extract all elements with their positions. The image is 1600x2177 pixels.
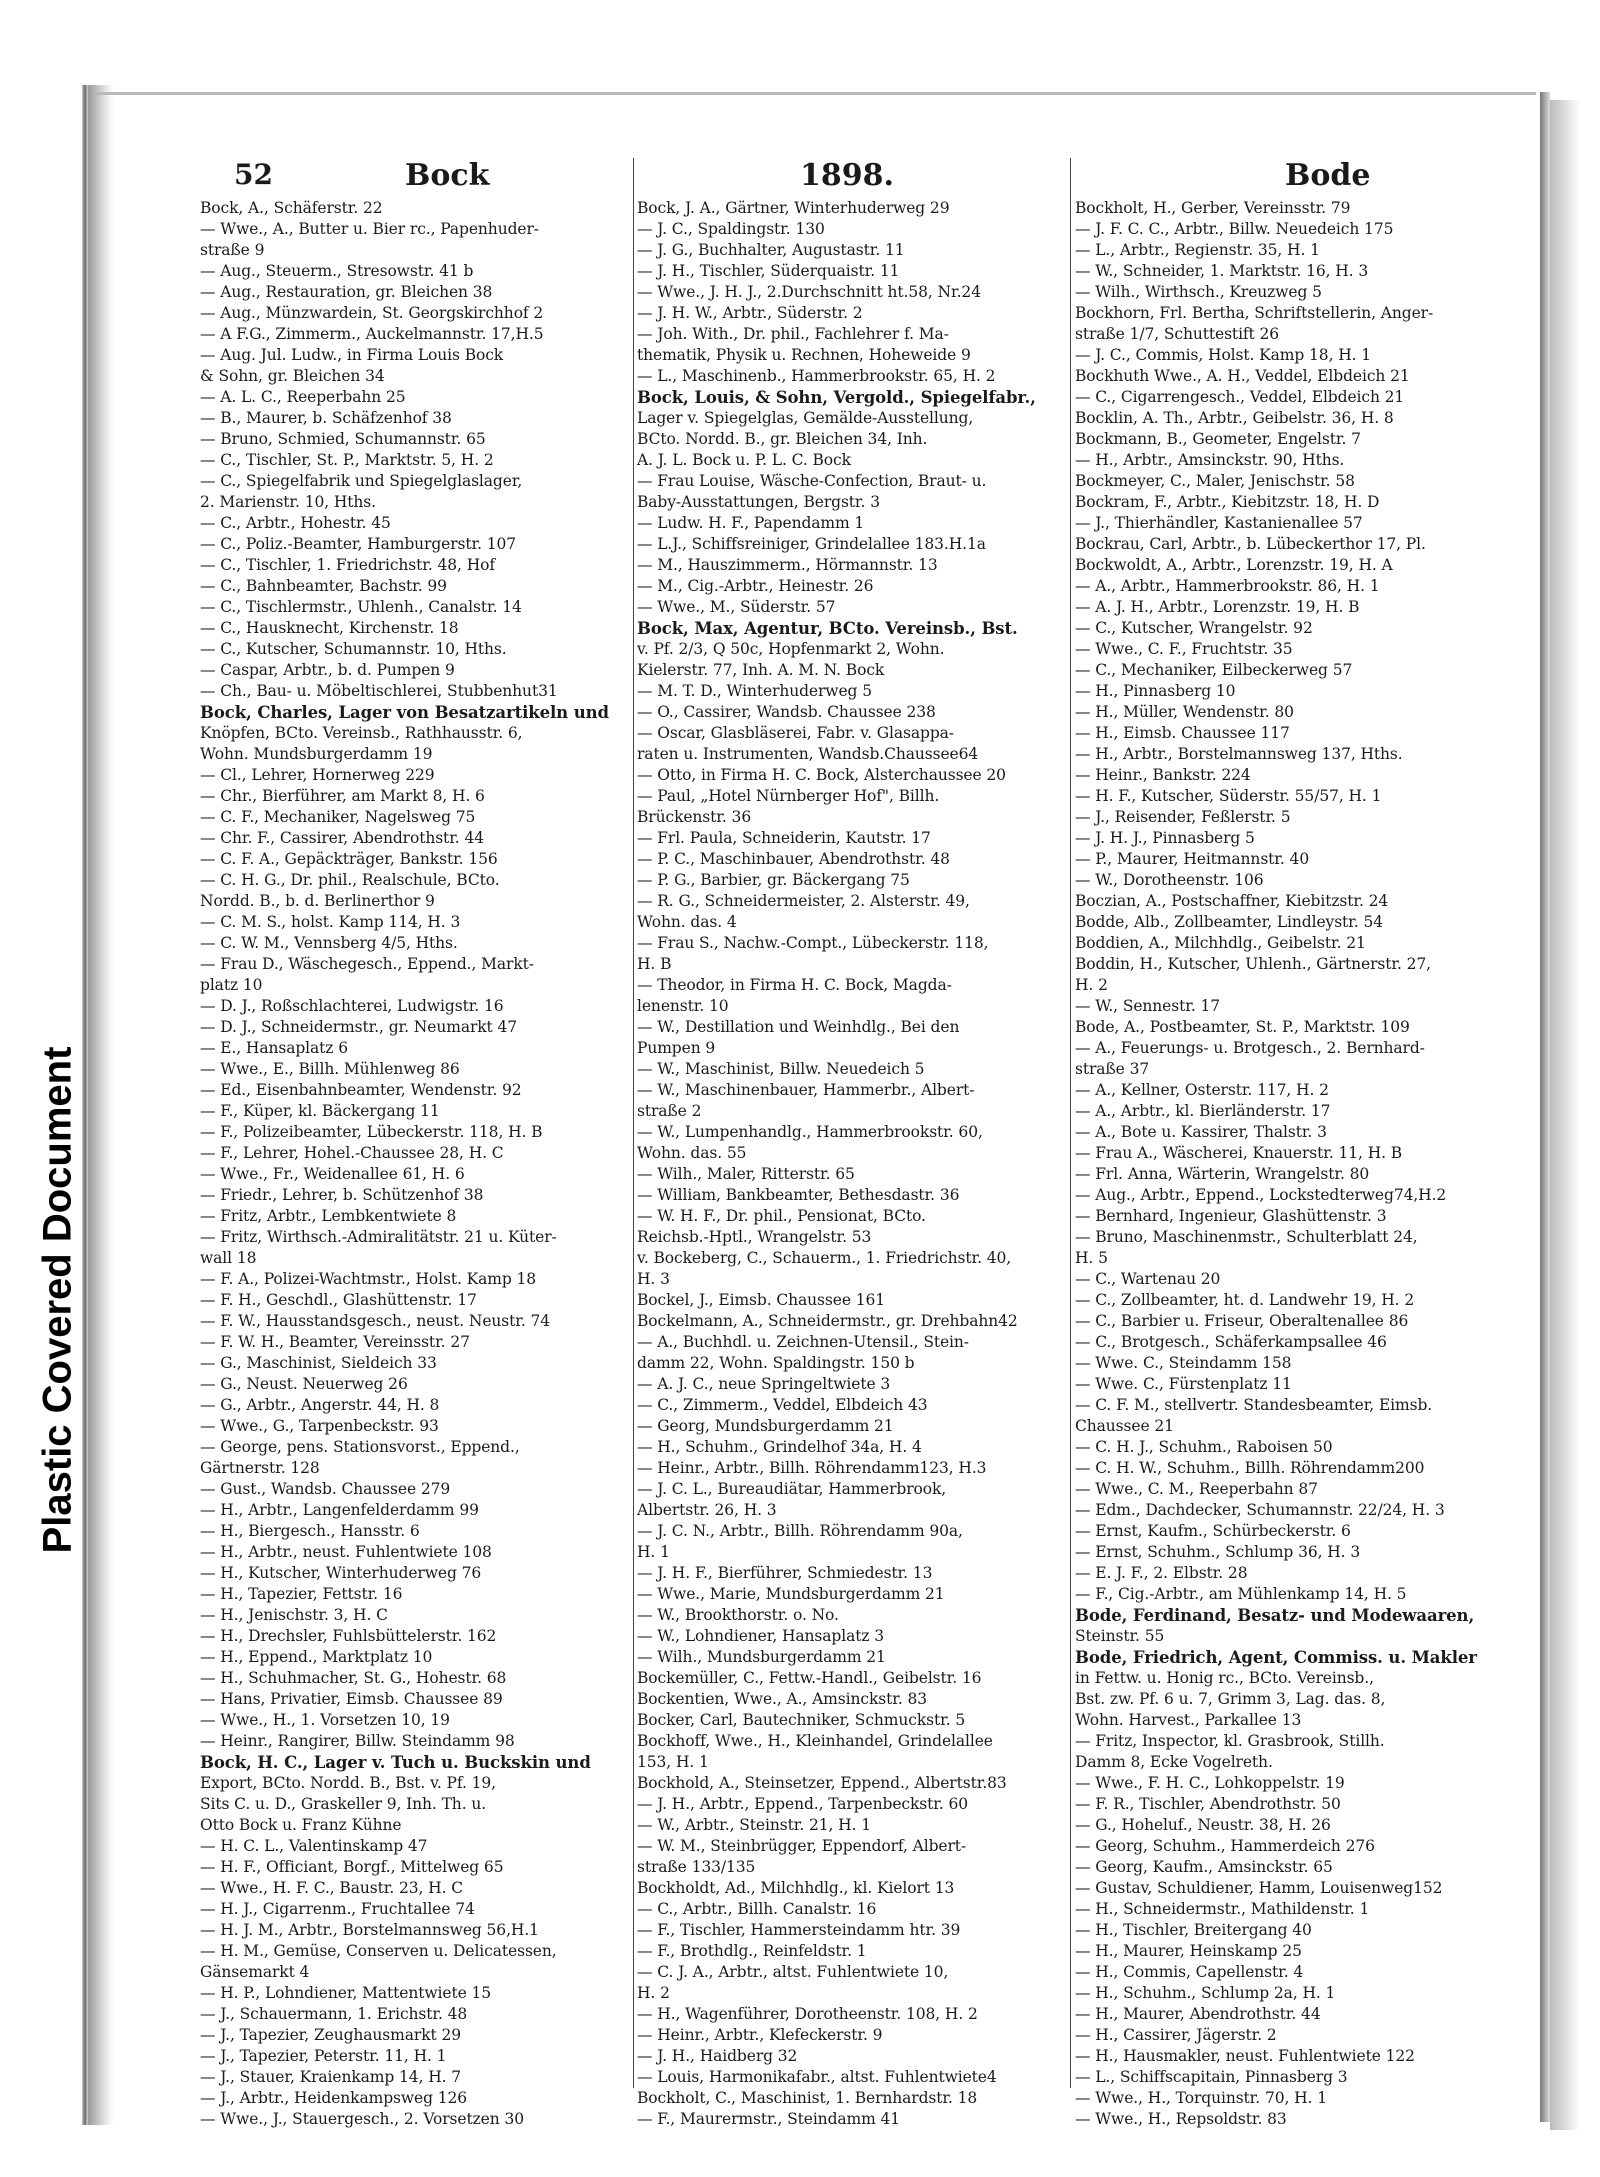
- directory-entry-line: — Gust., Wandsb. Chaussee 279: [200, 1480, 451, 1498]
- directory-entry-line: — J. C. L., Bureaudiätar, Hammerbrook,: [637, 1480, 947, 1498]
- directory-entry-line: — H., Biergesch., Hansstr. 6: [200, 1522, 420, 1540]
- directory-entry-line: — Friedr., Lehrer, b. Schützenhof 38: [200, 1186, 484, 1204]
- directory-entry-line: — F. R., Tischler, Abendrothstr. 50: [1075, 1795, 1341, 1813]
- directory-entry-line: — C., Tischler, 1. Friedrichstr. 48, Hof: [200, 556, 495, 574]
- directory-entry-line: — J., Schauermann, 1. Erichstr. 48: [200, 2005, 468, 2023]
- year-heading: 1898.: [800, 158, 894, 193]
- directory-entry-line: — Chr., Bierführer, am Markt 8, H. 6: [200, 787, 485, 805]
- directory-entry-line: — H., Drechsler, Fuhlsbüttelerstr. 162: [200, 1627, 497, 1645]
- directory-entry-line: — William, Bankbeamter, Bethesdastr. 36: [637, 1186, 960, 1204]
- directory-entry-line: Bockhoff, Wwe., H., Kleinhandel, Grindelallee: [637, 1732, 993, 1750]
- directory-entry-line: — Joh. With., Dr. phil., Fachlehrer f. Ma-: [637, 325, 949, 343]
- directory-entry-line: — R. G., Schneidermeister, 2. Alsterstr. 49,: [637, 892, 970, 910]
- directory-entry-line: Bockentien, Wwe., A., Amsinckstr. 83: [637, 1690, 927, 1708]
- directory-entry-line: — H., Jenischstr. 3, H. C: [200, 1606, 388, 1624]
- directory-entry-line: straße 133/135: [637, 1858, 756, 1876]
- directory-entry-line: — Ch., Bau- u. Möbeltischlerei, Stubbenhut31: [200, 682, 558, 700]
- directory-column-3: [1075, 198, 1540, 2128]
- directory-entry-line: — H., Eppend., Marktplatz 10: [200, 1648, 433, 1666]
- directory-entry-line: — W., Lohndiener, Hansaplatz 3: [637, 1627, 885, 1645]
- directory-entry-line: Bockmeyer, C., Maler, Jenischstr. 58: [1075, 472, 1355, 490]
- directory-entry-line: — Heinr., Arbtr., Billh. Röhrendamm123, H.3: [637, 1459, 987, 1477]
- directory-entry-line: — H., Schneidermstr., Mathildenstr. 1: [1075, 1900, 1370, 1918]
- directory-entry-line: — Wwe., H. F. C., Baustr. 23, H. C: [200, 1879, 463, 1897]
- directory-entry-line: H. 2: [1075, 976, 1108, 994]
- directory-entry-line: — C., Kutscher, Schumannstr. 10, Hths.: [200, 640, 507, 658]
- directory-entry-line: — J., Tapezier, Peterstr. 11, H. 1: [200, 2047, 447, 2065]
- directory-entry-line: — D. J., Schneidermstr., gr. Neumarkt 47: [200, 1018, 518, 1036]
- directory-entry-line: — P., Maurer, Heitmannstr. 40: [1075, 850, 1310, 868]
- directory-entry-line: Bocklin, A. Th., Arbtr., Geibelstr. 36, H. 8: [1075, 409, 1394, 427]
- directory-column-1: [200, 198, 630, 2128]
- directory-entry-line: — Wilh., Wirthsch., Kreuzweg 5: [1075, 283, 1322, 301]
- directory-entry-line: — Wwe., A., Butter u. Bier rc., Papenhuder-: [200, 220, 539, 238]
- directory-entry-line: Chaussee 21: [1075, 1417, 1174, 1435]
- directory-entry-line: — Aug., Steuerm., Stresowstr. 41 b: [200, 262, 474, 280]
- directory-entry-line: Baby-Ausstattungen, Bergstr. 3: [637, 493, 880, 511]
- directory-entry-line: — H. P., Lohndiener, Mattentwiete 15: [200, 1984, 492, 2002]
- directory-entry-line: — Cl., Lehrer, Hornerweg 229: [200, 766, 435, 784]
- directory-entry-line: H. 5: [1075, 1249, 1108, 1267]
- directory-entry-line: — C. F. M., stellvertr. Standesbeamter, Eimsb.: [1075, 1396, 1433, 1414]
- directory-entry-line: BCto. Nordd. B., gr. Bleichen 34, Inh.: [637, 430, 928, 448]
- directory-entry-line: straße 2: [637, 1102, 702, 1120]
- directory-entry-line: Brückenstr. 36: [637, 808, 752, 826]
- directory-entry-line: — Oscar, Glasbläserei, Fabr. v. Glasappa-: [637, 724, 954, 742]
- directory-entry-line: — G., Arbtr., Angerstr. 44, H. 8: [200, 1396, 440, 1414]
- plastic-covered-stamp: Plastic Covered Document: [35, 1046, 80, 1554]
- directory-entry-line: v. Pf. 2/3, Q 50c, Hopfenmarkt 2, Wohn.: [637, 640, 945, 658]
- directory-entry-line: straße 1/7, Schuttestift 26: [1075, 325, 1280, 343]
- directory-entry-line: — J., Thierhändler, Kastanienallee 57: [1075, 514, 1363, 532]
- directory-entry-line: Bode, Friedrich, Agent, Commiss. u. Makler: [1075, 1648, 1477, 1667]
- directory-entry-line: — Wwe., M., Süderstr. 57: [637, 598, 836, 616]
- directory-entry-line: — H. F., Kutscher, Süderstr. 55/57, H. 1: [1075, 787, 1382, 805]
- page-number: 52: [234, 158, 273, 191]
- directory-entry-line: — Theodor, in Firma H. C. Bock, Magda-: [637, 976, 952, 994]
- directory-columns: [200, 198, 1540, 2128]
- directory-entry-line: Reichsb.-Hptl., Wrangelstr. 53: [637, 1228, 872, 1246]
- directory-entry-line: Bockel, J., Eimsb. Chaussee 161: [637, 1291, 886, 1309]
- directory-entry-line: Bockwoldt, A., Arbtr., Lorenzstr. 19, H. A: [1075, 556, 1393, 574]
- column-divider: [1070, 158, 1071, 2088]
- directory-entry-line: — Gustav, Schuldiener, Hamm, Louisenweg152: [1075, 1879, 1443, 1897]
- directory-entry-line: — H., Arbtr., neust. Fuhlentwiete 108: [200, 1543, 492, 1561]
- left-running-head: Bock: [405, 158, 490, 193]
- directory-entry-line: — C., Poliz.-Beamter, Hamburgerstr. 107: [200, 535, 517, 553]
- directory-entry-line: — Wwe., H., Repsoldstr. 83: [1075, 2110, 1287, 2128]
- directory-entry-line: Wohn. das. 4: [637, 913, 737, 931]
- directory-entry-line: — L., Schiffscapitain, Pinnasberg 3: [1075, 2068, 1348, 2086]
- directory-entry-line: 2. Marienstr. 10, Hths.: [200, 493, 376, 511]
- directory-entry-line: — Chr. F., Cassirer, Abendrothstr. 44: [200, 829, 484, 847]
- directory-entry-line: — Wwe., H., 1. Vorsetzen 10, 19: [200, 1711, 450, 1729]
- directory-entry-line: — Georg, Mundsburgerdamm 21: [637, 1417, 894, 1435]
- directory-entry-line: straße 37: [1075, 1060, 1150, 1078]
- directory-entry-line: Bock, Louis, & Sohn, Vergold., Spiegelfabr.,: [637, 388, 1036, 407]
- directory-entry-line: — D. J., Roßschlachterei, Ludwigstr. 16: [200, 997, 504, 1015]
- directory-entry-line: — H., Commis, Capellenstr. 4: [1075, 1963, 1304, 1981]
- directory-entry-line: — F., Brothdlg., Reinfeldstr. 1: [637, 1942, 867, 1960]
- directory-entry-line: — G., Maschinist, Sieldeich 33: [200, 1354, 437, 1372]
- directory-entry-line: Bockelmann, A., Schneidermstr., gr. Drehbahn42: [637, 1312, 1018, 1330]
- directory-entry-line: — Heinr., Rangirer, Billw. Steindamm 98: [200, 1732, 515, 1750]
- directory-entry-line: Albertstr. 26, H. 3: [637, 1501, 777, 1519]
- directory-entry-line: — H., Maurer, Abendrothstr. 44: [1075, 2005, 1321, 2023]
- directory-entry-line: Gärtnerstr. 128: [200, 1459, 320, 1477]
- directory-entry-line: — C., Cigarrengesch., Veddel, Elbdeich 21: [1075, 388, 1405, 406]
- directory-entry-line: — C., Hausknecht, Kirchenstr. 18: [200, 619, 459, 637]
- directory-entry-line: — H., Tapezier, Fettstr. 16: [200, 1585, 403, 1603]
- directory-entry-line: — C., Zollbeamter, ht. d. Landwehr 19, H. 2: [1075, 1291, 1415, 1309]
- directory-entry-line: — C. F. A., Gepäckträger, Bankstr. 156: [200, 850, 498, 868]
- directory-entry-line: — H., Cassirer, Jägerstr. 2: [1075, 2026, 1277, 2044]
- directory-entry-line: — O., Cassirer, Wandsb. Chaussee 238: [637, 703, 936, 721]
- page-header: [230, 158, 1540, 198]
- directory-entry-line: — C., Wartenau 20: [1075, 1270, 1221, 1288]
- page-right-edge: [1540, 92, 1550, 2122]
- directory-entry-line: Bock, A., Schäferstr. 22: [200, 199, 383, 217]
- directory-entry-line: Bockram, F., Arbtr., Kiebitzstr. 18, H. D: [1075, 493, 1380, 511]
- directory-entry-line: — A., Kellner, Osterstr. 117, H. 2: [1075, 1081, 1329, 1099]
- directory-entry-line: Pumpen 9: [637, 1039, 716, 1057]
- directory-entry-line: — Ernst, Kaufm., Schürbeckerstr. 6: [1075, 1522, 1351, 1540]
- directory-entry-line: — C., Mechaniker, Eilbeckerweg 57: [1075, 661, 1353, 679]
- directory-entry-line: Nordd. B., b. d. Berlinerthor 9: [200, 892, 435, 910]
- directory-entry-line: Bockrau, Carl, Arbtr., b. Lübeckerthor 17, Pl.: [1075, 535, 1426, 553]
- directory-entry-line: — P. C., Maschinbauer, Abendrothstr. 48: [637, 850, 950, 868]
- directory-entry-line: Steinstr. 55: [1075, 1627, 1165, 1645]
- directory-entry-line: — H., Schuhm., Schlump 2a, H. 1: [1075, 1984, 1336, 2002]
- directory-entry-line: Boddien, A., Milchhdlg., Geibelstr. 21: [1075, 934, 1366, 952]
- directory-entry-line: Bocker, Carl, Bautechniker, Schmuckstr. 5: [637, 1711, 966, 1729]
- directory-entry-line: Wohn. das. 55: [637, 1144, 747, 1162]
- directory-entry-line: lenenstr. 10: [637, 997, 729, 1015]
- directory-entry-line: 153, H. 1: [637, 1753, 709, 1771]
- directory-entry-line: — C., Spiegelfabrik und Spiegelglaslager,: [200, 472, 523, 490]
- directory-entry-line: — Bruno, Schmied, Schumannstr. 65: [200, 430, 486, 448]
- directory-entry-line: — L., Maschinenb., Hammerbrookstr. 65, H. 2: [637, 367, 996, 385]
- directory-entry-line: — Wilh., Maler, Ritterstr. 65: [637, 1165, 855, 1183]
- directory-entry-line: Bockholt, H., Gerber, Vereinsstr. 79: [1075, 199, 1351, 217]
- directory-entry-line: — E., Hansaplatz 6: [200, 1039, 348, 1057]
- directory-entry-line: — M., Cig.-Arbtr., Heinestr. 26: [637, 577, 874, 595]
- directory-entry-line: H. 1: [637, 1543, 670, 1561]
- directory-entry-line: — G., Neust. Neuerweg 26: [200, 1375, 408, 1393]
- directory-entry-line: — Bernhard, Ingenieur, Glashüttenstr. 3: [1075, 1207, 1387, 1225]
- directory-entry-line: — Wwe., Fr., Weidenallee 61, H. 6: [200, 1165, 465, 1183]
- directory-entry-line: — C., Zimmerm., Veddel, Elbdeich 43: [637, 1396, 928, 1414]
- directory-entry-line: — B., Maurer, b. Schäfzenhof 38: [200, 409, 452, 427]
- directory-entry-line: — C. M. S., holst. Kamp 114, H. 3: [200, 913, 461, 931]
- directory-entry-line: — H., Maurer, Heinskamp 25: [1075, 1942, 1302, 1960]
- directory-entry-line: v. Bockeberg, C., Schauerm., 1. Friedrichstr. 40,: [637, 1249, 1012, 1267]
- directory-entry-line: — Wwe., J. H. J., 2.Durchschnitt ht.58, Nr.24: [637, 283, 981, 301]
- directory-entry-line: Boczian, A., Postschaffner, Kiebitzstr. 24: [1075, 892, 1389, 910]
- directory-entry-line: — Fritz, Inspector, kl. Grasbrook, Stillh.: [1075, 1732, 1385, 1750]
- directory-entry-line: — Georg, Kaufm., Amsinckstr. 65: [1075, 1858, 1333, 1876]
- directory-entry-line: Export, BCto. Nordd. B., Bst. v. Pf. 19,: [200, 1774, 496, 1792]
- directory-entry-line: — G., Hoheluf., Neustr. 38, H. 26: [1075, 1816, 1331, 1834]
- directory-entry-line: — Frau S., Nachw.-Compt., Lübeckerstr. 118,: [637, 934, 989, 952]
- directory-entry-line: — J. G., Buchhalter, Augustastr. 11: [637, 241, 905, 259]
- directory-entry-line: Wohn. Mundsburgerdamm 19: [200, 745, 433, 763]
- directory-entry-line: — J. H. W., Arbtr., Süderstr. 2: [637, 304, 863, 322]
- directory-entry-line: — J., Reisender, Feßlerstr. 5: [1075, 808, 1291, 826]
- directory-entry-line: — A., Arbtr., kl. Bierländerstr. 17: [1075, 1102, 1331, 1120]
- directory-entry-line: — H. F., Officiant, Borgf., Mittelweg 65: [200, 1858, 504, 1876]
- directory-entry-line: — Wwe., G., Tarpenbeckstr. 93: [200, 1417, 439, 1435]
- directory-entry-line: — P. G., Barbier, gr. Bäckergang 75: [637, 871, 910, 889]
- directory-entry-line: — Fritz, Arbtr., Lembkentwiete 8: [200, 1207, 457, 1225]
- directory-entry-line: in Fettw. u. Honig rc., BCto. Vereinsb.,: [1075, 1669, 1374, 1687]
- directory-entry-line: — Frau Louise, Wäsche-Confection, Braut- u.: [637, 472, 987, 490]
- directory-entry-line: — F. H., Geschdl., Glashüttenstr. 17: [200, 1291, 477, 1309]
- directory-entry-line: — F., Tischler, Hammersteindamm htr. 39: [637, 1921, 961, 1939]
- directory-entry-line: — Ed., Eisenbahnbeamter, Wendenstr. 92: [200, 1081, 522, 1099]
- directory-entry-line: — M., Hauszimmerm., Hörmannstr. 13: [637, 556, 938, 574]
- directory-entry-line: — Wwe., H., Torquinstr. 70, H. 1: [1075, 2089, 1327, 2107]
- directory-entry-line: — Hans, Privatier, Eimsb. Chaussee 89: [200, 1690, 503, 1708]
- directory-entry-line: — A. L. C., Reeperbahn 25: [200, 388, 406, 406]
- directory-entry-line: — C., Tischlermstr., Uhlenh., Canalstr. 14: [200, 598, 522, 616]
- directory-entry-line: — H., Tischler, Breitergang 40: [1075, 1921, 1312, 1939]
- directory-entry-line: — W., Destillation und Weinhdlg., Bei den: [637, 1018, 960, 1036]
- directory-entry-line: — Aug., Restauration, gr. Bleichen 38: [200, 283, 493, 301]
- directory-entry-line: — W., Lumpenhandlg., Hammerbrookstr. 60,: [637, 1123, 983, 1141]
- directory-entry-line: A. J. L. Bock u. P. L. C. Bock: [637, 451, 851, 469]
- directory-entry-line: — F., Lehrer, Hohel.-Chaussee 28, H. C: [200, 1144, 504, 1162]
- directory-entry-line: Bockhold, A., Steinsetzer, Eppend., Albertstr.83: [637, 1774, 1007, 1792]
- directory-entry-line: Bode, Ferdinand, Besatz- und Modewaaren,: [1075, 1606, 1475, 1625]
- directory-entry-line: — A. J. C., neue Springeltwiete 3: [637, 1375, 891, 1393]
- directory-entry-line: — W. M., Steinbrügger, Eppendorf, Albert-: [637, 1837, 967, 1855]
- directory-entry-line: — Ernst, Schuhm., Schlump 36, H. 3: [1075, 1543, 1361, 1561]
- directory-entry-line: — A., Buchhdl. u. Zeichnen-Utensil., Stein-: [637, 1333, 969, 1351]
- directory-entry-line: — J. C., Commis, Holst. Kamp 18, H. 1: [1075, 346, 1372, 364]
- directory-entry-line: Kielerstr. 77, Inh. A. M. N. Bock: [637, 661, 885, 679]
- directory-entry-line: — W., Arbtr., Steinstr. 21, H. 1: [637, 1816, 871, 1834]
- directory-entry-line: — J. H. J., Pinnasberg 5: [1075, 829, 1255, 847]
- page-top-edge: [96, 92, 1536, 95]
- directory-entry-line: straße 9: [200, 241, 265, 259]
- directory-entry-line: — H., Arbtr., Amsinckstr. 90, Hths.: [1075, 451, 1345, 469]
- directory-entry-line: — C. H. G., Dr. phil., Realschule, BCto.: [200, 871, 500, 889]
- directory-entry-line: Gänsemarkt 4: [200, 1963, 310, 1981]
- directory-entry-line: — Wwe., C. F., Fruchtstr. 35: [1075, 640, 1293, 658]
- directory-entry-line: Bst. zw. Pf. 6 u. 7, Grimm 3, Lag. das. 8,: [1075, 1690, 1386, 1708]
- directory-entry-line: — H., Schuhmacher, St. G., Hohestr. 68: [200, 1669, 507, 1687]
- directory-entry-line: — A. J. H., Arbtr., Lorenzstr. 19, H. B: [1075, 598, 1360, 616]
- directory-entry-line: — L., Arbtr., Regienstr. 35, H. 1: [1075, 241, 1320, 259]
- directory-entry-line: — A., Arbtr., Hammerbrookstr. 86, H. 1: [1075, 577, 1380, 595]
- directory-entry-line: Bockhorn, Frl. Bertha, Schriftstellerin, Anger-: [1075, 304, 1434, 322]
- directory-entry-line: — Caspar, Arbtr., b. d. Pumpen 9: [200, 661, 455, 679]
- directory-entry-line: — Wwe. C., Fürstenplatz 11: [1075, 1375, 1292, 1393]
- directory-entry-line: — C. J. A., Arbtr., altst. Fuhlentwiete 10,: [637, 1963, 949, 1981]
- directory-entry-line: — Georg, Schuhm., Hammerdeich 276: [1075, 1837, 1375, 1855]
- directory-entry-line: — C. H. J., Schuhm., Raboisen 50: [1075, 1438, 1333, 1456]
- directory-entry-line: — H. J., Cigarrenm., Fruchtallee 74: [200, 1900, 475, 1918]
- directory-entry-line: — Frau D., Wäschegesch., Eppend., Markt-: [200, 955, 534, 973]
- directory-entry-line: — E. J. F., 2. Elbstr. 28: [1075, 1564, 1248, 1582]
- directory-entry-line: — Bruno, Maschinenmstr., Schulterblatt 24,: [1075, 1228, 1418, 1246]
- directory-entry-line: — F. W. H., Beamter, Vereinsstr. 27: [200, 1333, 470, 1351]
- right-running-head: Bode: [1285, 158, 1371, 193]
- directory-entry-line: Otto Bock u. Franz Kühne: [200, 1816, 402, 1834]
- directory-entry-line: — C. F., Mechaniker, Nagelsweg 75: [200, 808, 476, 826]
- directory-entry-line: — Wwe., C. M., Reeperbahn 87: [1075, 1480, 1318, 1498]
- spine-shadow: [88, 85, 114, 2125]
- directory-entry-line: Bock, H. C., Lager v. Tuch u. Buckskin und: [200, 1753, 591, 1772]
- directory-entry-line: Bockholt, C., Maschinist, 1. Bernhardstr. 18: [637, 2089, 978, 2107]
- directory-entry-line: — J., Tapezier, Zeughausmarkt 29: [200, 2026, 461, 2044]
- directory-entry-line: — J. C., Spaldingstr. 130: [637, 220, 825, 238]
- directory-entry-line: — C. H. W., Schuhm., Billh. Röhrendamm200: [1075, 1459, 1425, 1477]
- directory-entry-line: Bockmann, B., Geometer, Engelstr. 7: [1075, 430, 1361, 448]
- directory-entry-line: — Paul, „Hotel Nürnberger Hof", Billh.: [637, 787, 940, 805]
- directory-entry-line: — Wwe., J., Stauergesch., 2. Vorsetzen 30: [200, 2110, 524, 2128]
- directory-entry-line: — Louis, Harmonikafabr., altst. Fuhlentwiete4: [637, 2068, 997, 2086]
- directory-entry-line: Bode, A., Postbeamter, St. P., Marktstr. 109: [1075, 1018, 1410, 1036]
- directory-entry-line: — H., Eimsb. Chaussee 117: [1075, 724, 1290, 742]
- directory-entry-line: Bodde, Alb., Zollbeamter, Lindleystr. 54: [1075, 913, 1383, 931]
- directory-entry-line: — F., Maurermstr., Steindamm 41: [637, 2110, 901, 2128]
- directory-entry-line: raten u. Instrumenten, Wandsb.Chaussee64: [637, 745, 979, 763]
- directory-entry-line: — W., Maschinist, Billw. Neuedeich 5: [637, 1060, 925, 1078]
- directory-entry-line: — Aug. Jul. Ludw., in Firma Louis Bock: [200, 346, 504, 364]
- directory-entry-line: H. 2: [637, 1984, 670, 2002]
- directory-entry-line: thematik, Physik u. Rechnen, Hoheweide 9: [637, 346, 971, 364]
- directory-entry-line: — Frl. Paula, Schneiderin, Kautstr. 17: [637, 829, 931, 847]
- directory-entry-line: Bockemüller, C., Fettw.-Handl., Geibelstr. 16: [637, 1669, 982, 1687]
- directory-entry-line: Bock, J. A., Gärtner, Winterhuderweg 29: [637, 199, 950, 217]
- directory-entry-line: — J. H. F., Bierführer, Schmiedestr. 13: [637, 1564, 933, 1582]
- directory-entry-line: — J., Stauer, Kraienkamp 14, H. 7: [200, 2068, 462, 2086]
- directory-entry-line: — H., Arbtr., Borstelmannsweg 137, Hths.: [1075, 745, 1403, 763]
- directory-entry-line: — H. J. M., Arbtr., Borstelmannsweg 56,H.1: [200, 1921, 539, 1939]
- directory-entry-line: damm 22, Wohn. Spaldingstr. 150 b: [637, 1354, 915, 1372]
- directory-entry-line: — C., Bahnbeamter, Bachstr. 99: [200, 577, 447, 595]
- directory-entry-line: — W., Schneider, 1. Marktstr. 16, H. 3: [1075, 262, 1369, 280]
- directory-entry-line: — F. W., Hausstandsgesch., neust. Neustr. 74: [200, 1312, 551, 1330]
- column-divider: [633, 158, 634, 2088]
- directory-entry-line: — H. C. L., Valentinskamp 47: [200, 1837, 428, 1855]
- directory-entry-line: — M. T. D., Winterhuderweg 5: [637, 682, 872, 700]
- directory-entry-line: — J. C. N., Arbtr., Billh. Röhrendamm 90a,: [637, 1522, 963, 1540]
- directory-entry-line: — George, pens. Stationsvorst., Eppend.,: [200, 1438, 520, 1456]
- directory-entry-line: Wohn. Harvest., Parkallee 13: [1075, 1711, 1302, 1729]
- directory-entry-line: — A F.G., Zimmerm., Auckelmannstr. 17,H.5: [200, 325, 544, 343]
- directory-entry-line: — C., Arbtr., Hohestr. 45: [200, 514, 391, 532]
- directory-entry-line: — J. H., Arbtr., Eppend., Tarpenbeckstr. 60: [637, 1795, 969, 1813]
- directory-entry-line: — H., Pinnasberg 10: [1075, 682, 1236, 700]
- directory-entry-line: H. B: [637, 955, 672, 973]
- directory-entry-line: — Wwe., E., Billh. Mühlenweg 86: [200, 1060, 460, 1078]
- directory-column-2: [637, 198, 1067, 2128]
- directory-entry-line: — W., Maschinenbauer, Hammerbr., Albert-: [637, 1081, 975, 1099]
- directory-entry-line: wall 18: [200, 1249, 257, 1267]
- directory-entry-line: & Sohn, gr. Bleichen 34: [200, 367, 385, 385]
- directory-entry-line: — C., Brotgesch., Schäferkampsallee 46: [1075, 1333, 1387, 1351]
- directory-entry-line: — C., Barbier u. Friseur, Oberaltenallee 86: [1075, 1312, 1409, 1330]
- directory-entry-line: Lager v. Spiegelglas, Gemälde-Ausstellung,: [637, 409, 974, 427]
- directory-entry-line: — H., Kutscher, Winterhuderweg 76: [200, 1564, 482, 1582]
- directory-entry-line: — J., Arbtr., Heidenkampsweg 126: [200, 2089, 468, 2107]
- directory-entry-line: Bockhuth Wwe., A. H., Veddel, Elbdeich 21: [1075, 367, 1410, 385]
- directory-entry-line: — A., Bote u. Kassirer, Thalstr. 3: [1075, 1123, 1327, 1141]
- directory-entry-line: — H. M., Gemüse, Conserven u. Delicatessen,: [200, 1942, 557, 1960]
- page-right-shadow: [1550, 100, 1600, 2130]
- directory-entry-line: — C. W. M., Vennsberg 4/5, Hths.: [200, 934, 458, 952]
- directory-entry-line: — W., Dorotheenstr. 106: [1075, 871, 1264, 889]
- directory-entry-line: — Wilh., Mundsburgerdamm 21: [637, 1648, 886, 1666]
- directory-entry-line: — H., Schuhm., Grindelhof 34a, H. 4: [637, 1438, 922, 1456]
- directory-entry-line: — L.J., Schiffsreiniger, Grindelallee 183.H.1a: [637, 535, 986, 553]
- directory-entry-line: — Ludw. H. F., Papendamm 1: [637, 514, 865, 532]
- directory-entry-line: — F., Cig.-Arbtr., am Mühlenkamp 14, H. 5: [1075, 1585, 1407, 1603]
- directory-entry-line: Damm 8, Ecke Vogelreth.: [1075, 1753, 1273, 1771]
- directory-entry-line: — H., Hausmakler, neust. Fuhlentwiete 122: [1075, 2047, 1415, 2065]
- directory-entry-line: H. 3: [637, 1270, 670, 1288]
- directory-entry-line: — J. H., Haidberg 32: [637, 2047, 798, 2065]
- directory-entry-line: — H., Wagenführer, Dorotheenstr. 108, H. 2: [637, 2005, 978, 2023]
- directory-entry-line: — Heinr., Arbtr., Klefeckerstr. 9: [637, 2026, 883, 2044]
- directory-entry-line: Bock, Charles, Lager von Besatzartikeln und: [200, 703, 609, 722]
- directory-entry-line: — H., Müller, Wendenstr. 80: [1075, 703, 1294, 721]
- directory-entry-line: — C., Kutscher, Wrangelstr. 92: [1075, 619, 1313, 637]
- directory-entry-line: — Wwe., F. H. C., Lohkoppelstr. 19: [1075, 1774, 1345, 1792]
- directory-entry-line: — Heinr., Bankstr. 224: [1075, 766, 1251, 784]
- directory-entry-line: — Aug., Arbtr., Eppend., Lockstedterweg74,H.2: [1075, 1186, 1447, 1204]
- directory-entry-line: — H., Arbtr., Langenfelderdamm 99: [200, 1501, 479, 1519]
- directory-entry-line: — W. H. F., Dr. phil., Pensionat, BCto.: [637, 1207, 926, 1225]
- directory-entry-line: platz 10: [200, 976, 263, 994]
- directory-entry-line: — C., Arbtr., Billh. Canalstr. 16: [637, 1900, 877, 1918]
- directory-entry-line: — J. F. C. C., Arbtr., Billw. Neuedeich 175: [1075, 220, 1394, 238]
- directory-entry-line: Bock, Max, Agentur, BCto. Vereinsb., Bst.: [637, 619, 1018, 638]
- directory-entry-line: — W., Brookthorstr. o. No.: [637, 1606, 839, 1624]
- directory-entry-line: — Frau A., Wäscherei, Knauerstr. 11, H. B: [1075, 1144, 1403, 1162]
- directory-entry-line: — Frl. Anna, Wärterin, Wrangelstr. 80: [1075, 1165, 1370, 1183]
- directory-entry-line: — C., Tischler, St. P., Marktstr. 5, H. 2: [200, 451, 494, 469]
- directory-entry-line: — Fritz, Wirthsch.-Admiralitätstr. 21 u. Küter-: [200, 1228, 557, 1246]
- directory-entry-line: — Wwe. C., Steindamm 158: [1075, 1354, 1292, 1372]
- directory-entry-line: — F., Küper, kl. Bäckergang 11: [200, 1102, 440, 1120]
- directory-entry-line: — Aug., Münzwardein, St. Georgskirchhof 2: [200, 304, 544, 322]
- directory-entry-line: — Otto, in Firma H. C. Bock, Alsterchaussee 20: [637, 766, 1006, 784]
- directory-entry-line: Boddin, H., Kutscher, Uhlenh., Gärtnerstr. 27,: [1075, 955, 1432, 973]
- directory-entry-line: Knöpfen, BCto. Vereinsb., Rathhausstr. 6,: [200, 724, 523, 742]
- directory-entry-line: — Edm., Dachdecker, Schumannstr. 22/24, H. 3: [1075, 1501, 1445, 1519]
- directory-entry-line: — Wwe., Marie, Mundsburgerdamm 21: [637, 1585, 945, 1603]
- directory-entry-line: — F. A., Polizei-Wachtmstr., Holst. Kamp 18: [200, 1270, 537, 1288]
- directory-entry-line: — F., Polizeibeamter, Lübeckerstr. 118, H. B: [200, 1123, 543, 1141]
- directory-entry-line: Bockholdt, Ad., Milchhdlg., kl. Kielort 13: [637, 1879, 955, 1897]
- directory-entry-line: — A., Feuerungs- u. Brotgesch., 2. Bernhard-: [1075, 1039, 1425, 1057]
- directory-entry-line: Sits C. u. D., Graskeller 9, Inh. Th. u.: [200, 1795, 487, 1813]
- directory-entry-line: — W., Sennestr. 17: [1075, 997, 1221, 1015]
- directory-entry-line: — J. H., Tischler, Süderquaistr. 11: [637, 262, 900, 280]
